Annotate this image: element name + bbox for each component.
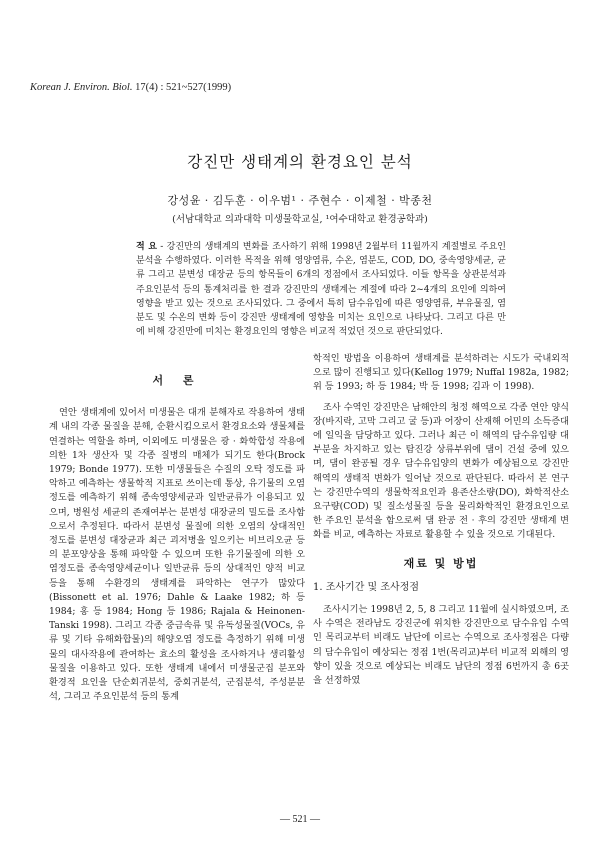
paper-title: 강진만 생태계의 환경요인 분석 [187,153,413,171]
intro-paragraph: 연안 생태계에 있어서 미생물은 대개 분해자로 작용하여 생태계 내의 각종 물질을 분해, 순환시킴으로서 환경요소와 생물체를 연결하는 역할을 하며, 이외에도 미생물은 광 · 화학합성 작용에 의한 1차 생산자 및 각종 질병의 매체가 되기도 한다(Brock 1979; Bonde 1977). 또한 미생물들은 수질의 오탁 정도를 파악하고 예측하는 생물학적 지표로 쓰이는데 통상, 유기물의 오염 정도를 예측하기 위해 종속영양세균과 일반균류가 이용되고 있으며, 병원성 세균의 존재여부는 분변성 대장균의 밀도를 조사함으로서 추정된다. 따라서 분변성 물질에 의한 오염의 상대적인 정도를 분변성 대장균과 최근 괴저병을 일으키는 비브리오균 등의 분포양상을 통해 파악할 수 있으며 또한 유기물질에 의한 오염정도를 종속영양세균이나 일반균류 등의 상대적인 양적 비교 등을 통해 수환경의 생태계를 파악하는 연구가 많았다(Bissonett et al. 1976; Dahle & Laake 1982; 하 등 1984; 홍 등 1984; Hong 등 1986; Rajala & Heinonen-Tanski 1998). 그리고 각종 중금속류 및 유독성물질(VOCs, 유류 및 기타 유해화합물)의 해양오염 정도를 측정하기 위해 미생물의 대사작용에 관여하는 효소의 활성을 조사하거나 생리활성물질을 이용하고 있다. 또한 생태계 내에서 미생물군집 분포와 환경적 요인을 단순회귀분석, 중회귀분석, 군집분석, 주성분분석, 그리고 주요인분석 등의 통계 [49,407,305,703]
journal-citation [30,82,231,93]
methods-heading: 재료 및 방법 [403,556,479,570]
intro-continued-paragraph: 학적인 방법을 이용하여 생태계를 분석하려는 시도가 국내외적으로 많이 진행되고 있다(Kellog 1979; Nuffal 1982a, 1982; 위 등 1993; 하 등 1984; 박 등 1998; 김과 이 1998). [313,353,569,393]
left-column [49,352,305,704]
page-number: — 521 — [280,814,320,825]
abstract [136,240,506,339]
author-list: 강성윤 · 김두훈 · 이우범¹ · 주현수 · 이제철 · 박종천 [167,194,433,207]
methods-paragraph: 조사시기는 1998년 2, 5, 8 그리고 11월에 실시하였으며, 조사 수역은 전라남도 강진군에 위치한 강진만으로 담수유입 수역인 목리교부터 비래도 남단에 이르는 수역으로 조사정점은 다량의 담수유입이 예상되는 정점 1번(목리교)부터 비교적 외해의 영향이 있을 것으로 예상되는 비래도 남단의 정점 6번까지 총 6곳을 선정하였 [313,604,569,687]
right-column [313,352,569,688]
journal-name: Korean J. Environ. Biol. [30,82,133,93]
journal-volume-pages: 17(4) : 521~527(1999) [135,82,232,93]
affiliation: (서남대학교 의과대학 미생물학교실, ¹여수대학교 환경공학과) [172,214,428,225]
abstract-label: 적 요 [136,242,157,252]
study-area-paragraph: 조사 수역인 강진만은 남해안의 청정 해역으로 각종 연안 양식장(바지락, 고막 그리고 굴 등)과 어장이 산재해 어민의 소득증대에 일익을 담당하고 있다. 그러나 최근 이 해역의 담수유입량 대부분을 차지하고 있는 탐진강 상류부위에 댐이 건설 중에 있으며, 댐이 완공될 경우 담수유입양의 변화가 예상됨으로 강진만 해역의 생태적 변화가 일어날 것으로 판단된다. 따라서 본 연구는 강진만수역의 생물학적요인과 용존산소량(DO), 화학적산소요구량(COD) 및 질소성물질 등을 물리화학적인 환경요인으로 한 주요인 분석을 함으로써 댐 완공 전 · 후의 강진만 생태계 변화를 비교, 예측하는 자료로 활용할 수 있을 것으로 기대된다. [313,401,569,541]
intro-heading: 서 론 [152,374,202,387]
abstract-text: - 강진만의 생태계의 변화를 조사하기 위해 1998년 2월부터 11월까지 계절별로 주요인 분석을 수행하였다. 이러한 목적을 위해 영양염류, 수온, 염분도, COD, DO, 중속영양세균, 균류 그리고 분변성 대장균 등의 항목들이 6개의 정점에서 조사되었다. 이들 항목을 상관분석과 주요인분석 등의 통계처리를 한 결과 강진만의 생태계는 계절에 따라 2~4개의 요인에 의하여 영향을 받고 있는 것으로 조사되었다. 그 중에서 특히 담수유입에 따른 영양염류, 부유물질, 염분도 및 수온의 변화 등이 강진만 생태계에 영향을 미치는 요인으로 나타났다. 그리고 다른 만에 비해 강진만에 미치는 환경요인의 영향은 비교적 적었던 것으로 판단되었다. [136,242,506,338]
subsection-heading: 1. 조사기간 및 조사정점 [313,581,420,593]
